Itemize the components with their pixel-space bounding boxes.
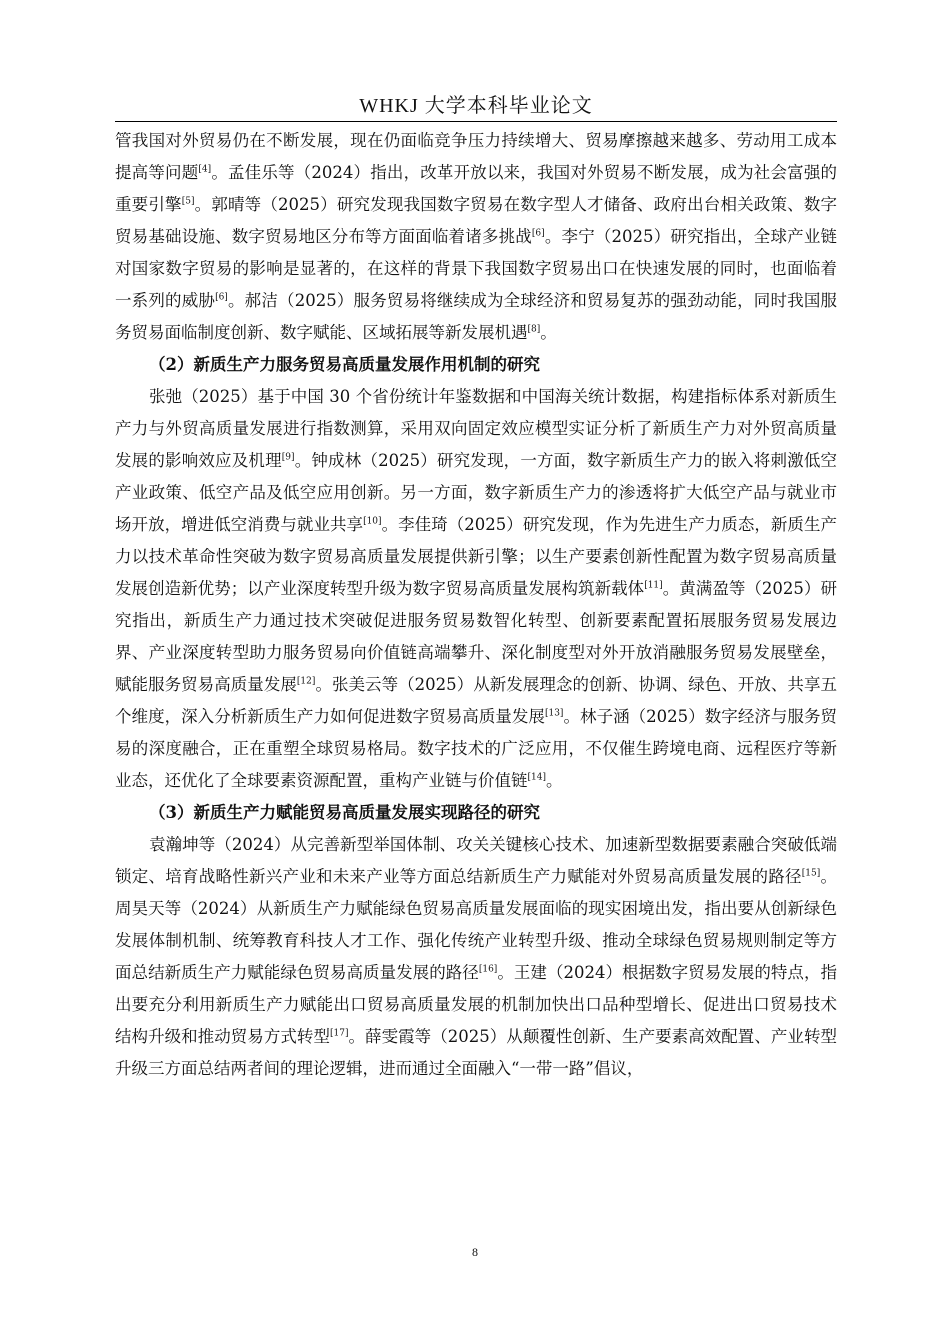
paragraph-text: 。张美云等（2025）从新发展理念的创新、协调、绿色、开放、共享五个维度，深入分析新质生产力如何促进数字贸易高质量发展 — [115, 675, 838, 726]
page-header-title: WHKJ 大学本科毕业论文 — [359, 95, 593, 117]
paragraph-text: 。李宁（2025）研究指出，全球产业链对国家数字贸易的影响是显著的，在这样的背景下我国数字贸易出口在快速发展的同时，也面临着一系列的威胁 — [115, 227, 837, 310]
section-heading: （2）新质生产力服务贸易高质量发展作用机制的研究 — [149, 355, 540, 374]
paragraph-text: 。林子涵（2025）数字经济与服务贸易的深度融合，正在重塑全球贸易格局。数字技术的广泛应用，不仅催生跨境电商、远程医疗等新业态，还优化了全球要素资源配置，重构产业链与价值链 — [115, 707, 837, 790]
body-paragraph — [115, 829, 837, 1085]
citation-marker: [17] — [329, 1028, 349, 1039]
paragraph-text: 。王建（2024）根据数字贸易发展的特点，指出要充分利用新质生产力赋能出口贸易高质量发展的机制加快出口品种型增长、促进出口贸易技术结构升级和推动贸易方式转型 — [115, 963, 838, 1046]
citation-marker: [6] — [531, 228, 545, 239]
paragraph-text: 袁瀚坤等（2024）从完善新型举国体制、攻关关键核心技术、加速新型数据要素融合突破低端锁定、培育战略性新兴产业和未来产业等方面总结新质生产力赋能对外贸易高质量发展的路径 — [115, 835, 837, 886]
citation-marker: [6] — [215, 292, 228, 303]
page-number: 8 — [472, 1245, 478, 1259]
paragraph-text: 。 — [545, 771, 563, 790]
paragraph-text: 管我国对外贸易仍在不断发展，现在仍面临竞争压力持续增大、贸易摩擦越来越多、劳动用工成本提高等问题 — [115, 131, 837, 182]
citation-marker: [11] — [644, 580, 663, 591]
paragraph-text: 。薛雯霞等（2025）从颠覆性创新、生产要素高效配置、产业转型升级三方面总结两者间的理论逻辑，进而通过全面融入“一带一路”倡议， — [115, 1027, 837, 1078]
citation-marker: [5] — [181, 196, 195, 207]
paragraph-text: 。孟佳乐等（2024）指出，改革开放以来，我国对外贸易不断发展，成为社会富强的重要引擎 — [115, 163, 837, 214]
citation-marker: [14] — [527, 772, 546, 783]
paragraph-text: 。 — [540, 323, 557, 342]
document-body — [115, 125, 837, 1085]
citation-marker: [16] — [478, 964, 498, 975]
paragraph-text: 。李佳琦（2025）研究发现，作为先进生产力质态，新质生产力以技术革命性突破为数字贸易高质量发展提供新引擎；以生产要素创新性配置为数字贸易高质量发展创造新优势；以产业深度转型升级为数字贸易高质量发展构筑新载体 — [115, 515, 837, 598]
citation-marker: [12] — [296, 676, 316, 687]
paragraph-text: 。钟成林（2025）研究发现，一方面，数字新质生产力的嵌入将刺激低空产业政策、低空产品及低空应用创新。另一方面，数字新质生产力的渗透将扩大低空产品与就业市场开放，增进低空消费与就业共享 — [115, 451, 838, 534]
paragraph-text: 。郝洁（2025）服务贸易将继续成为全球经济和贸易复苏的强劲动能，同时我国服务贸易面临制度创新、数字赋能、区域拓展等新发展机遇 — [115, 291, 837, 342]
paragraph-text: 。郭晴等（2025）研究发现我国数字贸易在数字型人才储备、政府出台相关政策、数字贸易基础设施、数字贸易地区分布等方面面临着诸多挑战 — [115, 195, 838, 246]
citation-marker: [10] — [363, 516, 382, 527]
paragraph-text: 张弛（2025）基于中国 30 个省份统计年鉴数据和中国海关统计数据，构建指标体系对新质生产力与外贸高质量发展进行指数测算，采用双向固定效应模型实证分析了新质生产力对外贸高质量发展的影响效应及机理 — [115, 387, 837, 470]
body-paragraph — [115, 381, 837, 797]
header-divider — [115, 121, 837, 122]
citation-marker: [15] — [801, 868, 821, 879]
citation-marker: [8] — [527, 324, 541, 335]
section-heading: （3）新质生产力赋能贸易高质量发展实现路径的研究 — [149, 803, 540, 822]
citation-marker: [9] — [281, 452, 295, 463]
citation-marker: [13] — [544, 708, 564, 719]
paragraph-text: 。黄满盈等（2025）研究指出，新质生产力通过技术突破促进服务贸易数智化转型、创新要素配置拓展服务贸易发展边界、产业深度转型助力服务贸易向价值链高端攀升、深化制度型对外开放消融服务贸易发展壁垒，赋能服务贸易高质量发展 — [115, 579, 837, 694]
paragraph-text: 。周昊天等（2024）从新质生产力赋能绿色贸易高质量发展面临的现实困境出发，指出要从创新绿色发展体制机制、统筹教育科技人才工作、强化传统产业转型升级、推动全球绿色贸易规则制定等方面总结新质生产力赋能绿色贸易高质量发展的路径 — [115, 867, 838, 982]
body-paragraph — [115, 125, 837, 349]
citation-marker: [4] — [198, 164, 212, 175]
